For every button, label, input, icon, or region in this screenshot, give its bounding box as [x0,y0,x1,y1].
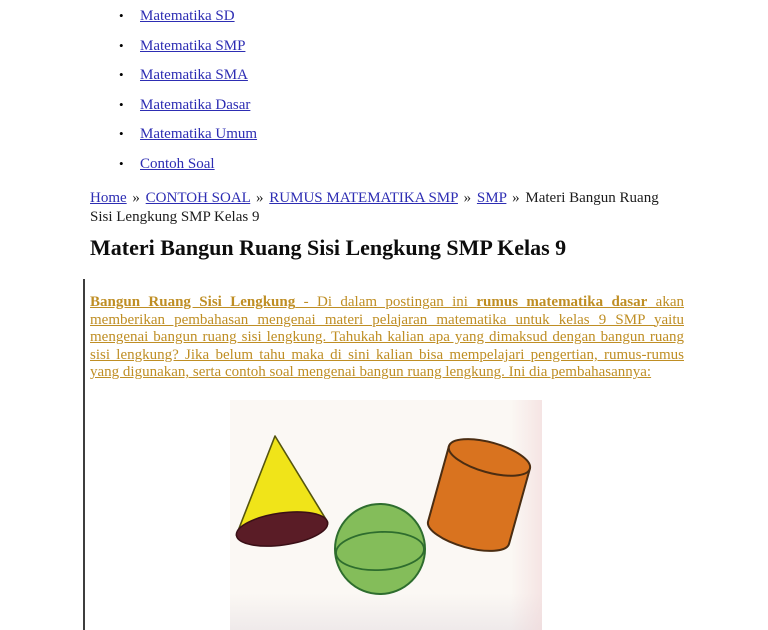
nav-link-contoh-soal[interactable]: Contoh Soal [140,155,215,172]
breadcrumb-link-smp[interactable]: SMP [476,190,507,206]
bullet-icon: • [119,126,124,142]
nav-link-matematika-dasar[interactable]: Matematika Dasar [140,96,251,113]
nav-link-matematika-smp[interactable]: Matematika SMP [140,37,246,54]
nav-item-matematika-sma [119,67,257,84]
breadcrumb-separator: » [256,190,264,206]
nav-link-matematika-umum[interactable]: Matematika Umum [140,126,258,143]
breadcrumb-separator: » [132,190,140,206]
breadcrumb-link-contoh-soal[interactable]: CONTOH SOAL [145,190,251,206]
breadcrumb-separator: » [512,190,520,206]
cone-shape [234,436,330,551]
bullet-icon: • [119,155,124,171]
intro-text: - Di dalam postingan ini [295,294,477,310]
intro-lead-link[interactable]: Bangun Ruang Sisi Lengkung [90,294,296,310]
breadcrumb [90,189,682,227]
sphere-shape [335,504,425,594]
bullet-icon: • [119,96,124,112]
solids-illustration [230,400,542,630]
breadcrumb-link-rumus-matematika-smp[interactable]: RUMUS MATEMATIKA SMP [269,190,458,206]
nav-link-matematika-sma[interactable]: Matematika SMA [140,67,248,84]
bullet-icon: • [119,8,124,23]
breadcrumb-current-page: Materi Bangun Ruang Sisi Lengkung SMP Kelas 9 [90,190,659,225]
intro-paragraph [90,294,684,382]
nav-item-matematika-sd [119,8,257,25]
cylinder-shape [424,432,534,559]
bullet-icon: • [119,67,124,83]
nav-link-matematika-sd[interactable]: Matematika SD [140,8,235,24]
nav-item-matematika-smp [119,38,257,55]
bullet-icon: • [119,37,124,53]
breadcrumb-separator: » [463,190,472,206]
nav-item-contoh-soal [119,156,257,173]
page-title: Materi Bangun Ruang Sisi Lengkung SMP Kelas 9 [90,235,567,260]
intro-brand-link[interactable]: rumus matematika dasar [476,294,648,310]
figure-bangun-ruang-sisi-lengkung [230,400,542,630]
top-nav-list [119,8,257,186]
intro-text: akan memberikan pembahasan mengenai materi pelajaran matematika untuk kelas 9 SMP yaitu mengenai bangun ruang sisi lengkung. Tahukah kalian apa yang dimaksud dengan bangun ruang sisi lengkung? Jika belum tahu maka di sini kalian bisa mempelajari pengertian, rumus-rumus yang digunakan, serta contoh soal mengenai bangun ruang lengkung. Ini dia pembahasannya: [90,294,684,381]
breadcrumb-link-home[interactable]: Home [90,190,127,206]
nav-item-matematika-dasar [119,97,257,114]
nav-item-matematika-umum [119,126,257,143]
content-left-border [83,279,85,630]
